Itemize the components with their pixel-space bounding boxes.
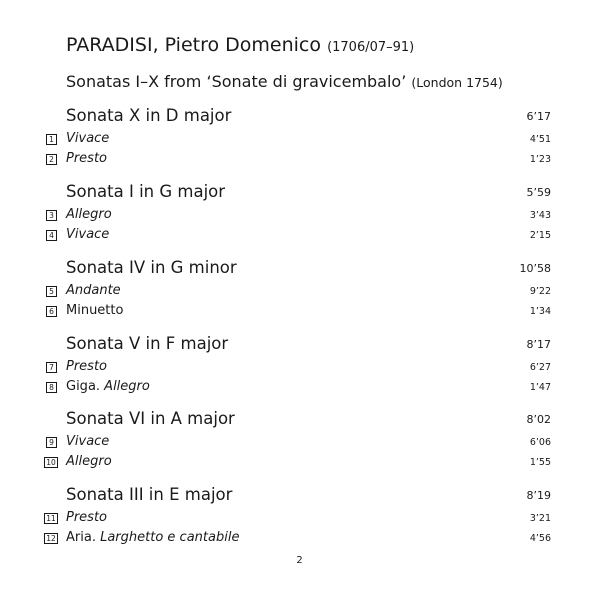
collection-heading: [66, 72, 503, 91]
movement-title: [66, 530, 239, 545]
sonata-duration: 8’02: [526, 413, 551, 426]
movement-title: [66, 454, 112, 469]
movement-title: [66, 379, 150, 394]
movement-duration: 3’21: [529, 513, 551, 524]
sonata-duration: 8’19: [526, 489, 551, 502]
collection-note: (London 1754): [411, 75, 503, 90]
sonata-duration: 8’17: [526, 338, 551, 351]
movement-tempo: Presto: [66, 151, 108, 166]
sonata-duration: 5’59: [526, 186, 551, 199]
movement-duration: 1’34: [529, 306, 551, 317]
movement-duration: 6’06: [529, 437, 551, 448]
movement-title: [66, 131, 109, 146]
collection-title: Sonatas I–X from ‘Sonate di gravicembalo’: [66, 72, 407, 91]
movement-row: [0, 510, 599, 528]
movement-duration: 6’27: [529, 362, 551, 373]
movement-row: [0, 530, 599, 548]
sonata-title: Sonata X in D major: [66, 106, 232, 125]
movement-tempo: Andante: [66, 283, 121, 298]
track-number: 2: [46, 154, 57, 165]
track-number: 9: [46, 437, 57, 448]
movement-tempo: Allegro: [66, 454, 112, 469]
movement-tempo: Presto: [66, 510, 108, 525]
movement-row: [0, 131, 599, 149]
movement-row: [0, 283, 599, 301]
movement-duration: 2’15: [529, 230, 551, 241]
track-number: 11: [44, 513, 58, 524]
track-number: 6: [46, 306, 57, 317]
movement-duration: 1’47: [529, 382, 551, 393]
composer-heading: [66, 34, 414, 56]
movement-tempo: Vivace: [66, 434, 110, 449]
movement-row: [0, 227, 599, 245]
movement-prefix: Minuetto: [66, 303, 124, 318]
movement-duration: 9’22: [529, 286, 551, 297]
movement-prefix: Aria.: [66, 530, 101, 545]
movement-prefix: Giga.: [66, 379, 105, 394]
movement-row: [0, 303, 599, 321]
page-number: 2: [296, 555, 303, 566]
track-number: 4: [46, 230, 57, 241]
movement-title: [66, 151, 107, 166]
sonata-title: Sonata VI in A major: [66, 409, 235, 428]
movement-title: [66, 434, 109, 449]
movement-tempo: Vivace: [66, 131, 110, 146]
track-number: 7: [46, 362, 57, 373]
movement-row: [0, 207, 599, 225]
movement-duration: 4’56: [529, 533, 551, 544]
composer-dates: (1706/07–91): [327, 40, 415, 55]
movement-title: [66, 359, 107, 374]
movement-title: [66, 283, 121, 298]
movement-tempo: Vivace: [66, 227, 110, 242]
movement-title: [66, 303, 123, 318]
track-number: 8: [46, 382, 57, 393]
sonata-title: Sonata I in G major: [66, 182, 226, 201]
movement-tempo: Presto: [66, 359, 108, 374]
movement-duration: 1’55: [529, 457, 551, 468]
movement-title: [66, 227, 109, 242]
movement-row: [0, 151, 599, 169]
movement-title: [66, 207, 112, 222]
movement-tempo: Allegro: [104, 379, 150, 394]
movement-duration: 1’23: [529, 154, 551, 165]
movement-duration: 3’43: [529, 210, 551, 221]
movement-row: [0, 454, 599, 472]
sonata-title: Sonata IV in G minor: [66, 258, 237, 277]
movement-title: [66, 510, 107, 525]
track-number: 10: [44, 457, 58, 468]
movement-duration: 4’51: [529, 134, 551, 145]
movement-tempo: Allegro: [66, 207, 112, 222]
sonata-duration: 6’17: [526, 110, 551, 123]
sonata-title: Sonata III in E major: [66, 485, 233, 504]
track-number: 5: [46, 286, 57, 297]
movement-row: [0, 359, 599, 377]
sonata-duration: 10’58: [519, 262, 551, 275]
movement-tempo: Larghetto e cantabile: [100, 530, 240, 545]
composer-name: PARADISI, Pietro Domenico: [66, 34, 322, 56]
track-number: 1: [46, 134, 57, 145]
sonata-title: Sonata V in F major: [66, 334, 229, 353]
track-number: 12: [44, 533, 58, 544]
track-number: 3: [46, 210, 57, 221]
movement-row: [0, 434, 599, 452]
movement-row: [0, 379, 599, 397]
